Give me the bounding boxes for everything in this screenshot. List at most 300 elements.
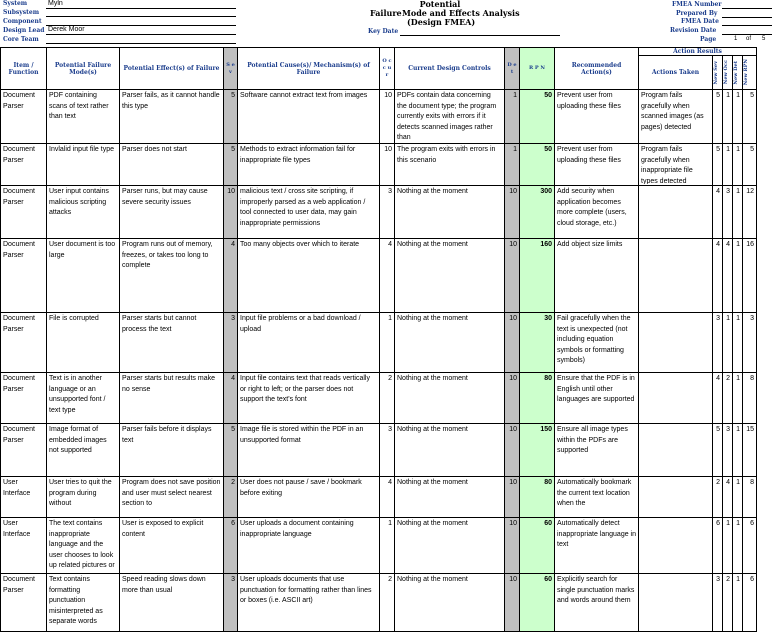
row-effects-text: Parser fails, as it cannot handle this type — [122, 92, 220, 110]
row-controls[interactable] — [395, 424, 505, 477]
row-controls[interactable] — [395, 186, 505, 239]
row-rpn-text: 150 — [540, 426, 552, 433]
row-det-text: 10 — [509, 576, 517, 583]
row-controls-text: Nothing at the moment — [397, 375, 468, 382]
title-line1: Potential — [419, 0, 461, 9]
col-recommended: Recommended Action(s) — [555, 48, 639, 90]
row-failure-mode[interactable] — [47, 518, 120, 574]
row-occ-text: 10 — [384, 146, 392, 153]
row-new-rpn-text: 6 — [750, 520, 754, 527]
row-sev-text: 5 — [231, 146, 235, 153]
row-causes-text: Methods to extract information fail for inappropriate file types — [240, 146, 356, 164]
row-rpn[interactable] — [520, 477, 555, 518]
row-rpn[interactable] — [520, 373, 555, 424]
row-rpn-text: 80 — [544, 479, 552, 486]
row-sev[interactable] — [224, 239, 238, 313]
row-det[interactable] — [505, 574, 520, 632]
subsystem-underline — [46, 16, 236, 17]
row-new-occ[interactable] — [723, 313, 733, 373]
row-item-text: Document Parser — [3, 375, 35, 393]
row-sev[interactable] — [224, 313, 238, 373]
table-row — [1, 144, 757, 186]
row-causes[interactable] — [238, 518, 380, 574]
row-rpn-text: 50 — [544, 92, 552, 99]
row-new-occ[interactable] — [723, 574, 733, 632]
row-new-sev[interactable] — [713, 186, 723, 239]
row-new-det-text: 1 — [736, 315, 740, 322]
subsystem-label: Subsystem — [3, 9, 40, 16]
row-occ[interactable] — [380, 574, 395, 632]
row-actions-taken[interactable] — [639, 574, 713, 632]
row-effects-text: Parser starts but results make no sense — [122, 375, 215, 393]
row-det[interactable] — [505, 90, 520, 144]
row-recommended[interactable] — [555, 186, 639, 239]
row-new-occ[interactable] — [723, 424, 733, 477]
row-new-sev-text: 3 — [716, 315, 720, 322]
row-effects[interactable] — [120, 574, 224, 632]
row-failure-mode[interactable] — [47, 90, 120, 144]
row-new-rpn[interactable] — [743, 424, 757, 477]
row-causes[interactable] — [238, 144, 380, 186]
row-rpn[interactable] — [520, 90, 555, 144]
component-label: Component — [3, 18, 42, 25]
row-det[interactable] — [505, 373, 520, 424]
row-failure-mode[interactable] — [47, 424, 120, 477]
row-det[interactable] — [505, 424, 520, 477]
fmea-date-underline — [722, 25, 772, 26]
row-new-sev[interactable] — [713, 373, 723, 424]
row-rpn[interactable] — [520, 313, 555, 373]
row-actions-taken[interactable] — [639, 90, 713, 144]
row-occ-text: 2 — [388, 576, 392, 583]
row-item-text: Document Parser — [3, 426, 35, 444]
row-controls[interactable] — [395, 477, 505, 518]
row-controls[interactable] — [395, 373, 505, 424]
row-new-det[interactable] — [733, 90, 743, 144]
row-det-text: 10 — [509, 241, 517, 248]
row-sev[interactable] — [224, 144, 238, 186]
table-row — [1, 239, 757, 313]
row-item-text: User Interface — [3, 520, 31, 538]
row-rpn-text: 60 — [544, 520, 552, 527]
row-sev-text: 4 — [231, 375, 235, 382]
col-mode: Potential Failure Mode(s) — [47, 48, 120, 90]
row-rpn-text: 60 — [544, 576, 552, 583]
row-effects[interactable] — [120, 239, 224, 313]
design-lead-label: Design Lead — [3, 27, 45, 34]
row-actions-taken[interactable] — [639, 373, 713, 424]
row-new-rpn-text: 5 — [750, 146, 754, 153]
row-item[interactable] — [1, 424, 47, 477]
table-row — [1, 90, 757, 144]
row-controls-text: Nothing at the moment — [397, 188, 468, 195]
row-item[interactable] — [1, 518, 47, 574]
row-new-occ-text: 2 — [726, 375, 730, 382]
page-total: 5 — [762, 36, 766, 42]
table-row — [1, 373, 757, 424]
row-effects[interactable] — [120, 518, 224, 574]
row-failure-mode[interactable] — [47, 313, 120, 373]
row-new-occ-text: 1 — [726, 92, 730, 99]
row-failure-mode-text: PDF containing scans of text rather than text — [49, 92, 109, 121]
row-new-occ-text: 1 — [726, 146, 730, 153]
row-effects[interactable] — [120, 424, 224, 477]
table-row — [1, 518, 757, 574]
row-det-text: 10 — [509, 315, 517, 322]
title-line2-prefix: Failure — [370, 8, 402, 18]
fmea-number-label: FMEA Number — [672, 1, 722, 8]
row-item[interactable] — [1, 90, 47, 144]
row-det[interactable] — [505, 313, 520, 373]
row-effects[interactable] — [120, 313, 224, 373]
row-new-det[interactable] — [733, 477, 743, 518]
row-rpn-text: 160 — [540, 241, 552, 248]
row-effects-text: Program does not save position and user must select nearest section to — [122, 479, 221, 508]
row-det[interactable] — [505, 186, 520, 239]
row-new-occ[interactable] — [723, 90, 733, 144]
col-item: Item / Function — [1, 48, 47, 90]
col-new-occ — [723, 56, 733, 90]
row-actions-taken[interactable] — [639, 186, 713, 239]
row-new-sev-text: 5 — [716, 426, 720, 433]
row-occ[interactable] — [380, 477, 395, 518]
row-new-occ[interactable] — [723, 186, 733, 239]
row-new-det[interactable] — [733, 574, 743, 632]
row-new-sev-text: 5 — [716, 146, 720, 153]
row-new-sev[interactable] — [713, 313, 723, 373]
row-recommended-text: Add security when application becomes more complete (users, cloud storage, etc.) — [557, 188, 627, 227]
row-new-occ-text: 3 — [726, 426, 730, 433]
row-new-rpn[interactable] — [743, 186, 757, 239]
row-causes[interactable] — [238, 477, 380, 518]
row-failure-mode-text: The text contains inappropriate language and the user chooses to look up related pictures or — [49, 520, 115, 570]
prepared-by-underline — [722, 17, 772, 18]
row-recommended[interactable] — [555, 373, 639, 424]
page-of: of — [746, 36, 752, 42]
row-occ[interactable] — [380, 186, 395, 239]
row-rpn-text: 30 — [544, 315, 552, 322]
row-actions-taken[interactable] — [639, 239, 713, 313]
row-item-text: Document Parser — [3, 146, 35, 164]
row-item[interactable] — [1, 239, 47, 313]
row-controls[interactable] — [395, 574, 505, 632]
page-label: Page — [700, 36, 717, 43]
row-det[interactable] — [505, 239, 520, 313]
row-new-det-text: 1 — [736, 426, 740, 433]
row-new-det-text: 1 — [736, 479, 740, 486]
row-new-rpn-text: 15 — [746, 426, 754, 433]
row-new-rpn[interactable] — [743, 144, 757, 186]
row-new-rpn-text: 5 — [750, 92, 754, 99]
col-new-rpn — [743, 56, 757, 90]
row-new-rpn[interactable] — [743, 373, 757, 424]
row-sev-text: 3 — [231, 576, 235, 583]
row-actions-taken-text: Program fails gracefully when scanned images (as pages) detected — [641, 92, 704, 131]
row-new-rpn[interactable] — [743, 574, 757, 632]
row-recommended[interactable] — [555, 239, 639, 313]
row-effects[interactable] — [120, 373, 224, 424]
system-label: System — [3, 0, 28, 7]
row-det-text: 10 — [509, 479, 517, 486]
core-team-underline — [46, 43, 236, 44]
row-sev-text: 3 — [231, 315, 235, 322]
row-failure-mode[interactable] — [47, 186, 120, 239]
row-rpn-text: 300 — [540, 188, 552, 195]
row-occ[interactable] — [380, 144, 395, 186]
row-failure-mode[interactable] — [47, 144, 120, 186]
table-row — [1, 186, 757, 239]
row-actions-taken[interactable] — [639, 518, 713, 574]
row-sev-text: 5 — [231, 92, 235, 99]
row-failure-mode[interactable] — [47, 373, 120, 424]
row-causes[interactable] — [238, 239, 380, 313]
table-row — [1, 574, 757, 632]
col-causes: Potential Cause(s)/ Mechanism(s) of Failure — [238, 48, 380, 90]
row-sev[interactable] — [224, 90, 238, 144]
row-recommended[interactable] — [555, 477, 639, 518]
page-number: 1 — [734, 36, 738, 42]
row-effects-text: Parser does not start — [122, 146, 187, 153]
row-failure-mode-text: Image format of embedded images not supported — [49, 426, 107, 455]
row-det-text: 10 — [509, 188, 517, 195]
row-occ[interactable] — [380, 424, 395, 477]
row-new-occ[interactable] — [723, 144, 733, 186]
title-line3: (Design FMEA) — [407, 17, 476, 27]
row-sev[interactable] — [224, 186, 238, 239]
col-controls: Current Design Controls — [395, 48, 505, 90]
row-causes[interactable] — [238, 424, 380, 477]
row-effects[interactable] — [120, 90, 224, 144]
row-new-occ-text: 1 — [726, 315, 730, 322]
row-occ-text: 1 — [388, 315, 392, 322]
col-det: D e t — [505, 48, 520, 90]
row-recommended-text: Ensure all image types within the PDFs are supported — [557, 426, 628, 455]
table-row — [1, 313, 757, 373]
row-new-rpn-text: 3 — [750, 315, 754, 322]
row-effects[interactable] — [120, 186, 224, 239]
row-recommended-text: Prevent user from uploading these files — [557, 146, 621, 164]
row-new-sev-text: 4 — [716, 241, 720, 248]
row-recommended[interactable] — [555, 424, 639, 477]
row-causes[interactable] — [238, 186, 380, 239]
row-effects-text: Parser fails before it displays text — [122, 426, 212, 444]
row-new-det[interactable] — [733, 144, 743, 186]
row-controls-text: Nothing at the moment — [397, 241, 468, 248]
row-new-det[interactable] — [733, 313, 743, 373]
row-recommended[interactable] — [555, 313, 639, 373]
row-failure-mode-text: User input contains malicious scripting attacks — [49, 188, 109, 217]
row-recommended-text: Automatically detect inappropriate language in text — [557, 520, 636, 549]
row-effects[interactable] — [120, 144, 224, 186]
row-failure-mode[interactable] — [47, 239, 120, 313]
row-causes-text: User uploads documents that use punctuation for formatting rather than lines or boxes (i.e. ASCII art) — [240, 576, 372, 605]
row-recommended-text: Add object size limits — [557, 241, 623, 248]
row-new-occ[interactable] — [723, 373, 733, 424]
col-sev: S e v — [224, 48, 238, 90]
row-item-text: Document Parser — [3, 92, 35, 110]
row-controls-text: Nothing at the moment — [397, 576, 468, 583]
row-new-det-text: 1 — [736, 92, 740, 99]
row-occ-text: 3 — [388, 426, 392, 433]
row-new-rpn[interactable] — [743, 313, 757, 373]
row-actions-taken[interactable] — [639, 313, 713, 373]
new-det-label: New Det — [733, 60, 739, 85]
row-new-sev[interactable] — [713, 424, 723, 477]
row-new-sev-text: 4 — [716, 188, 720, 195]
row-new-sev[interactable] — [713, 518, 723, 574]
row-new-sev[interactable] — [713, 477, 723, 518]
row-rpn[interactable] — [520, 186, 555, 239]
row-recommended[interactable] — [555, 90, 639, 144]
row-new-det-text: 1 — [736, 520, 740, 527]
new-occ-label: New Occ — [723, 60, 729, 85]
row-occ-text: 3 — [388, 188, 392, 195]
row-new-occ-text: 3 — [726, 188, 730, 195]
row-item-text: Document Parser — [3, 241, 35, 259]
row-new-sev[interactable] — [713, 574, 723, 632]
row-new-det[interactable] — [733, 373, 743, 424]
row-new-det-text: 1 — [736, 188, 740, 195]
row-controls[interactable] — [395, 90, 505, 144]
row-sev[interactable] — [224, 574, 238, 632]
row-occ[interactable] — [380, 313, 395, 373]
row-item[interactable] — [1, 477, 47, 518]
row-new-det[interactable] — [733, 518, 743, 574]
row-controls[interactable] — [395, 313, 505, 373]
row-item[interactable] — [1, 373, 47, 424]
row-new-rpn[interactable] — [743, 518, 757, 574]
row-failure-mode-text: User tries to quit the program during without — [49, 479, 112, 508]
row-recommended[interactable] — [555, 518, 639, 574]
row-controls-text: Nothing at the moment — [397, 520, 468, 527]
row-new-sev-text: 6 — [716, 520, 720, 527]
row-sev-text: 10 — [227, 188, 235, 195]
row-rpn[interactable] — [520, 518, 555, 574]
row-item-text: Document Parser — [3, 188, 35, 206]
row-causes[interactable] — [238, 313, 380, 373]
row-new-sev[interactable] — [713, 144, 723, 186]
row-occ[interactable] — [380, 373, 395, 424]
row-item[interactable] — [1, 574, 47, 632]
row-new-rpn[interactable] — [743, 477, 757, 518]
row-effects[interactable] — [120, 477, 224, 518]
row-occ-text: 1 — [388, 520, 392, 527]
row-new-sev-text: 4 — [716, 375, 720, 382]
key-date-underline — [400, 35, 560, 36]
row-controls[interactable] — [395, 144, 505, 186]
row-failure-mode[interactable] — [47, 574, 120, 632]
row-occ-text: 4 — [388, 241, 392, 248]
row-new-occ[interactable] — [723, 239, 733, 313]
row-new-sev[interactable] — [713, 90, 723, 144]
row-causes[interactable] — [238, 373, 380, 424]
design-lead-value[interactable]: Derek Moor — [48, 26, 85, 33]
prepared-by-label: Prepared By — [676, 10, 718, 17]
row-rpn[interactable] — [520, 424, 555, 477]
row-recommended-text: Fail gracefully when the text is unexpected (not including equation symbols or formatting symbols) — [557, 315, 631, 365]
row-new-occ-text: 1 — [726, 520, 730, 527]
row-det[interactable] — [505, 518, 520, 574]
row-controls-text: Nothing at the moment — [397, 426, 468, 433]
col-action-results: Action Results — [639, 48, 757, 56]
row-new-det[interactable] — [733, 239, 743, 313]
row-controls-text: Nothing at the moment — [397, 315, 468, 322]
row-sev-text: 6 — [231, 520, 235, 527]
row-item[interactable] — [1, 186, 47, 239]
row-new-sev-text: 2 — [716, 479, 720, 486]
row-new-occ[interactable] — [723, 477, 733, 518]
row-causes-text: Input file problems or a bad download / upload — [240, 315, 361, 333]
fmea-date-label: FMEA Date — [681, 18, 719, 25]
revision-date-label: Revision Date — [670, 27, 717, 34]
row-det[interactable] — [505, 144, 520, 186]
row-new-det[interactable] — [733, 424, 743, 477]
row-occ[interactable] — [380, 90, 395, 144]
table-row — [1, 424, 757, 477]
row-occ[interactable] — [380, 239, 395, 313]
row-rpn[interactable] — [520, 144, 555, 186]
row-det[interactable] — [505, 477, 520, 518]
row-failure-mode[interactable] — [47, 477, 120, 518]
row-controls[interactable] — [395, 518, 505, 574]
row-sev[interactable] — [224, 373, 238, 424]
row-effects-text: Program runs out of memory, freezes, or takes too long to complete — [122, 241, 213, 270]
row-new-sev[interactable] — [713, 239, 723, 313]
row-actions-taken[interactable] — [639, 424, 713, 477]
row-causes[interactable] — [238, 90, 380, 144]
row-rpn-text: 80 — [544, 375, 552, 382]
row-new-rpn[interactable] — [743, 239, 757, 313]
row-new-det-text: 1 — [736, 146, 740, 153]
row-actions-taken[interactable] — [639, 144, 713, 186]
row-recommended[interactable] — [555, 144, 639, 186]
row-recommended-text: Explicitly search for single punctuation marks and words around them — [557, 576, 635, 605]
col-occ: O c c u r — [380, 48, 395, 90]
col-new-sev — [713, 56, 723, 90]
row-new-rpn[interactable] — [743, 90, 757, 144]
system-value[interactable]: Myln — [48, 0, 63, 7]
row-failure-mode-text: Text contains formatting punctuation misinterpreted as separate words — [49, 576, 103, 626]
row-controls-text: The program exits with errors in this scenario — [397, 146, 496, 164]
row-sev[interactable] — [224, 518, 238, 574]
row-effects-text: Speed reading slows down more than usual — [122, 576, 206, 594]
row-sev[interactable] — [224, 477, 238, 518]
row-failure-mode-text: File is corrupted — [49, 315, 99, 322]
row-rpn[interactable] — [520, 239, 555, 313]
row-new-det[interactable] — [733, 186, 743, 239]
design-lead-underline — [46, 34, 236, 35]
row-new-rpn-text: 16 — [746, 241, 754, 248]
row-item[interactable] — [1, 144, 47, 186]
row-new-det-text: 1 — [736, 241, 740, 248]
system-underline — [46, 8, 236, 9]
row-item[interactable] — [1, 313, 47, 373]
row-controls[interactable] — [395, 239, 505, 313]
row-rpn[interactable] — [520, 574, 555, 632]
row-recommended[interactable] — [555, 574, 639, 632]
row-causes-text: User uploads a document containing inappropriate language — [240, 520, 354, 538]
new-sev-label: New Sev — [713, 60, 719, 85]
row-new-occ-text: 4 — [726, 479, 730, 486]
row-actions-taken[interactable] — [639, 477, 713, 518]
col-actions-taken: Actions Taken — [639, 56, 713, 90]
row-occ[interactable] — [380, 518, 395, 574]
row-failure-mode-text: Invlalid input file type — [49, 146, 114, 153]
row-causes[interactable] — [238, 574, 380, 632]
row-new-occ[interactable] — [723, 518, 733, 574]
row-sev[interactable] — [224, 424, 238, 477]
row-failure-mode-text: Text is in another language or an unsupported font / text type — [49, 375, 106, 414]
